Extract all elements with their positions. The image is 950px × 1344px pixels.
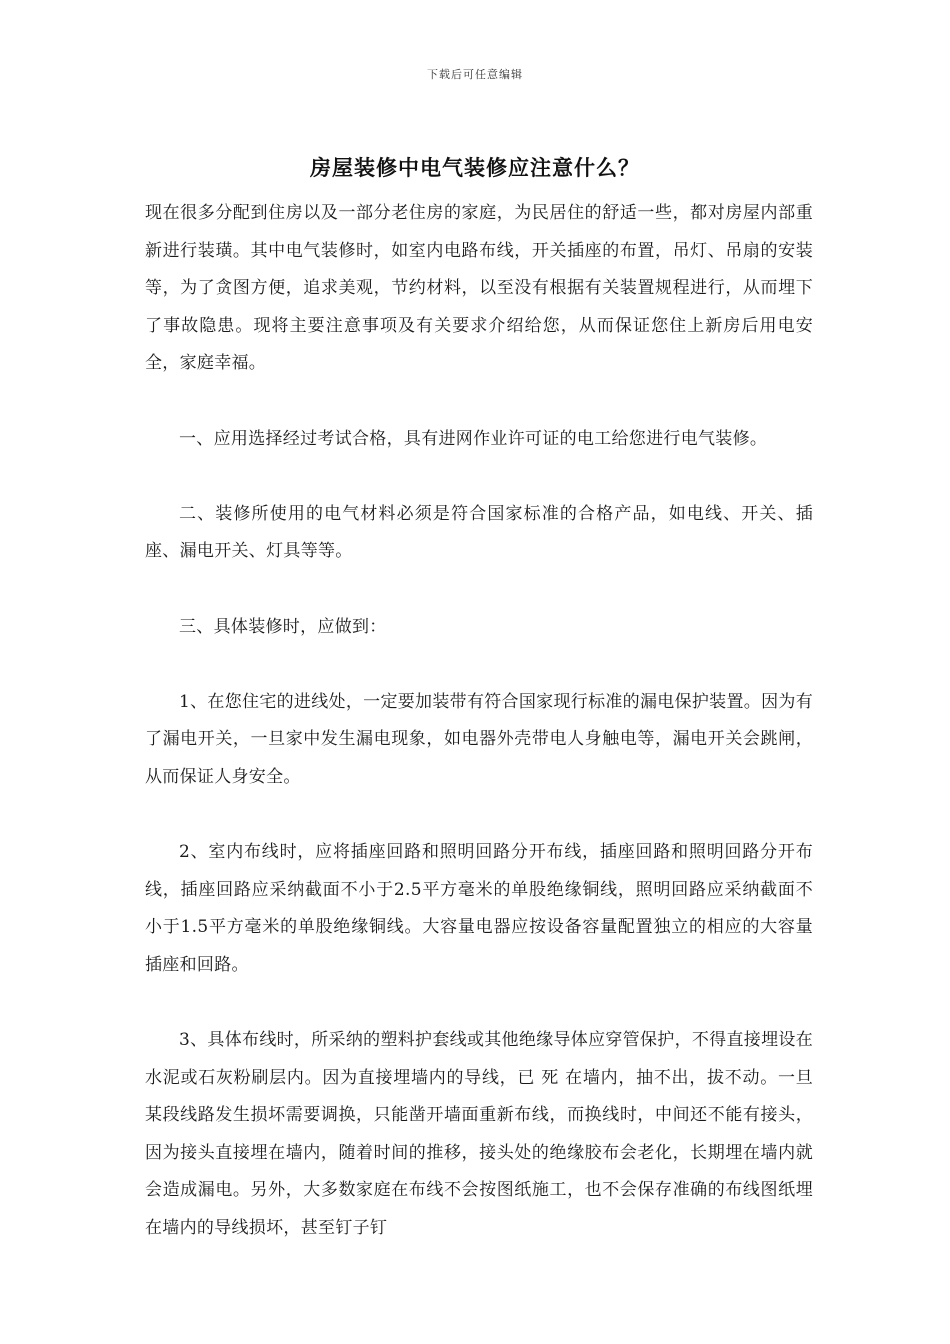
paragraph-subitem-2: 2、室内布线时，应将插座回路和照明回路分开布线，插座回路和照明回路分开布线，插座回路应采纳截面不小于2.5平方毫米的单股绝缘铜线，照明回路应采纳截面不小于1.5平方毫米的单股绝缘铜线。大容量电器应按设备容量配置独立的相应的大容量插座和回路。 (145, 842, 813, 975)
paragraph-gap (145, 984, 813, 1022)
paragraph-gap (145, 571, 813, 609)
header-note: 下载后可任意编辑 (427, 68, 523, 81)
paragraph-gap (145, 797, 813, 835)
document-body (145, 195, 813, 1248)
paragraph-item-2: 二、装修所使用的电气材料必须是符合国家标准的合格产品，如电线、开关、插座、漏电开关、灯具等等。 (145, 503, 813, 562)
paragraph-intro: 现在很多分配到住房以及一部分老住房的家庭，为民居住的舒适一些，都对房屋内部重新进行装璜。其中电气装修时，如室内电路布线，开关插座的布置，吊灯、吊扇的安装等，为了贪图方便，追求美观，节约材料，以至没有根据有关装置规程进行，从而埋下了事故隐患。现将主要注意事项及有关要求介绍给您，从而保证您住上新房后用电安全，家庭幸福。 (145, 203, 813, 374)
paragraph-gap (145, 383, 813, 421)
paragraph-subitem-1: 1、在您住宅的进线处，一定要加装带有符合国家现行标准的漏电保护装置。因为有了漏电开关，一旦家中发生漏电现象，如电器外壳带电人身触电等，漏电开关会跳闸，从而保证人身安全。 (145, 691, 813, 787)
paragraph-gap (145, 646, 813, 684)
document-title: 房屋装修中电气装修应注意什么？ (310, 156, 640, 180)
paragraph-item-1: 一、应用选择经过考试合格，具有进网作业许可证的电工给您进行电气装修。 (179, 428, 768, 449)
paragraph-item-3: 三、具体装修时，应做到： (179, 616, 387, 637)
paragraph-subitem-3: 3、具体布线时，所采纳的塑料护套线或其他绝缘导体应穿管保护，不得直接埋设在水泥或石灰粉刷层内。因为直接埋墙内的导线，已 死 在墙内，抽不出，拔不动。一旦某段线路发生损坏需要调换，只能凿开墙面重新布线，而换线时，中间还不能有接头，因为接头直接埋在墙内，随着时间的推移，接头处的绝缘胶布会老化，长期埋在墙内就会造成漏电。另外，大多数家庭在布线不会按图纸施工，也不会保存准确的布线图纸埋在墙内的导线损坏，甚至钉子钉 (145, 1030, 813, 1239)
paragraph-gap (145, 458, 813, 496)
